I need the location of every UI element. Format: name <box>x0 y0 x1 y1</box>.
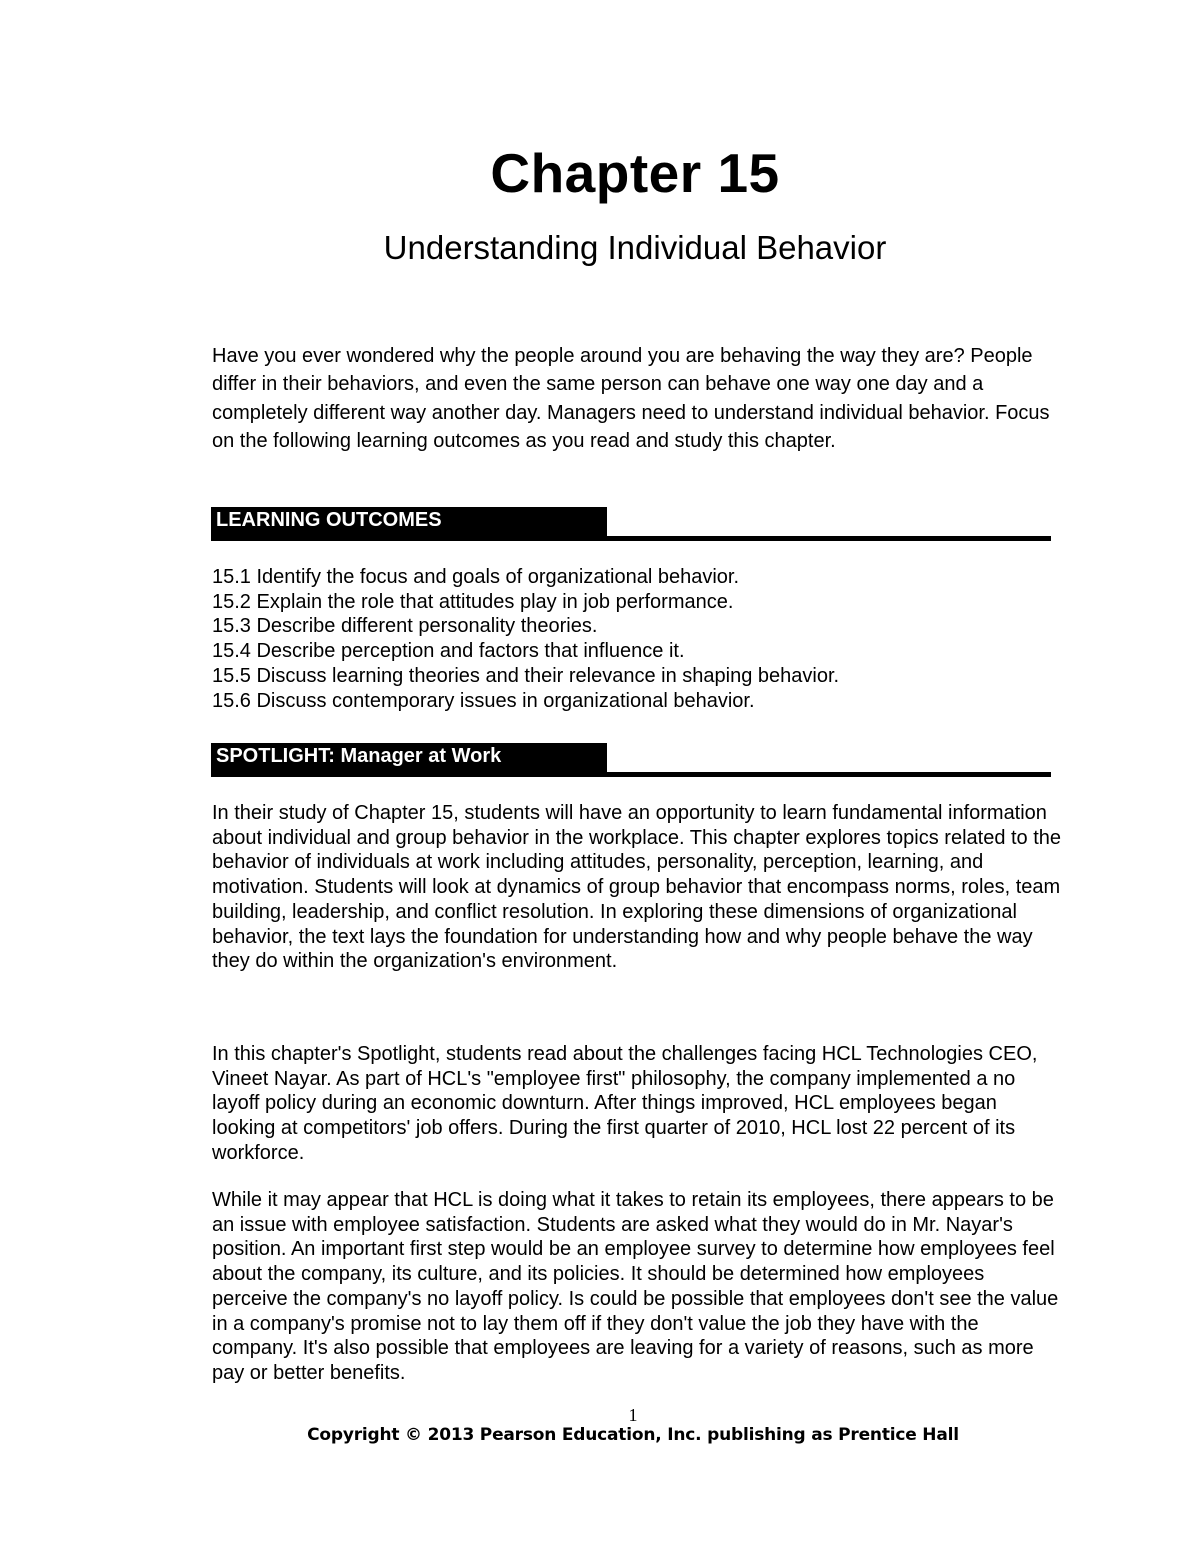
chapter-subtitle: Understanding Individual Behavior <box>383 229 887 266</box>
spotlight-paragraph: While it may appear that HCL is doing what it takes to retain its employees, there appears to be an issue with employee satisfaction. Students are asked what they would do in Mr. Nayar's position. An important first step would be an employee survey to determine how employees feel about the company, its culture, and its policies. It should be determined how employees perceive the company's no layoff policy. Is could be possible that employees don't see the value in a company's promise not to lay them off if they don't value the job they have with the company. It's also possible that employees are leaving for a variety of reasons, such as more pay or better benefits. <box>212 1189 1059 1384</box>
section-divider <box>211 772 1051 777</box>
page-number: 1 <box>628 1405 638 1425</box>
list-item: 15.6 Discuss contemporary issues in organizational behavior. <box>212 689 755 712</box>
list-item: 15.5 Discuss learning theories and their relevance in shaping behavior. <box>212 664 840 687</box>
spotlight-paragraph: In their study of Chapter 15, students will have an opportunity to learn fundamental information about individual and group behavior in the workplace. This chapter explores topics related to the behavior of individuals at work including attitudes, personality, perception, learning, and motivation. Students will look at dynamics of group behavior that encompass norms, roles, team building, leadership, and conflict resolution. In exploring these dimensions of organizational behavior, the text lays the foundation for understanding how and why people behave the way they do within the organization's environment. <box>212 802 1062 973</box>
learning-outcomes-list <box>212 565 1057 713</box>
list-item: 15.4 Describe perception and factors that influence it. <box>212 640 685 663</box>
list-item: 15.2 Explain the role that attitudes play in job performance. <box>212 590 734 613</box>
copyright-footer: Copyright © 2013 Pearson Education, Inc. publishing as Prentice Hall <box>307 1425 959 1445</box>
learning-outcomes-header <box>211 507 1051 544</box>
section-divider <box>211 536 1051 541</box>
spotlight-header <box>211 743 1051 780</box>
learning-outcomes-heading: LEARNING OUTCOMES <box>211 507 607 540</box>
list-item: 15.1 Identify the focus and goals of organizational behavior. <box>212 566 740 588</box>
spotlight-paragraph: In this chapter's Spotlight, students read about the challenges facing HCL Technologies CEO, Vineet Nayar. As part of HCL's "employee first" philosophy, the company implemented a no layoff policy during an economic downturn. After things improved, HCL employees began looking at competitors' job offers. During the first quarter of 2010, HCL lost 22 percent of its workforce. <box>212 1043 1038 1164</box>
list-item: 15.3 Describe different personality theories. <box>212 615 598 638</box>
spotlight-heading: SPOTLIGHT: Manager at Work <box>211 743 607 776</box>
intro-paragraph: Have you ever wondered why the people around you are behaving the way they are? People differ in their behaviors, and even the same person can behave one way one day and a completely different way another day. Managers need to understand individual behavior. Focus on the following learning outcomes as you read and study this chapter. <box>212 345 1050 453</box>
chapter-title: Chapter 15 <box>490 142 780 204</box>
